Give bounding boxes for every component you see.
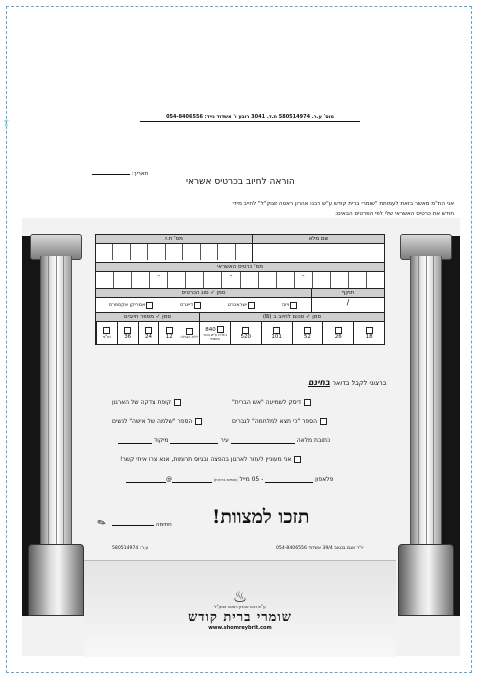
header-address: מוס' ע.ר. 580514974 ת.ד. 3041 רובע ו' אשדוד נייד: 054-8406556 <box>140 114 360 122</box>
email-user-input[interactable] <box>126 482 166 483</box>
signature-row <box>95 516 172 531</box>
at-sign: @ <box>166 476 172 483</box>
gift-disc-option[interactable]: דיסק לשמיעה "אש הברית" <box>232 399 312 406</box>
logo-url: www.shomreybrit.com <box>208 625 272 631</box>
intro-text <box>26 199 454 219</box>
pillar-left-image <box>26 222 84 618</box>
amount-option-26[interactable]: 26 <box>322 322 353 344</box>
full-name-input[interactable] <box>252 244 384 262</box>
card-type-diners[interactable]: דיינרס <box>180 302 202 309</box>
card-type-isracard[interactable]: ישראכרט <box>228 302 257 309</box>
gift-book-men-option[interactable]: הספר "כי תצא למלחמה" לגברים <box>232 418 328 425</box>
free-gifts-title: ברצוני לקבל בדואר בחינם <box>308 378 387 387</box>
charges-option-24[interactable]: 24 <box>138 322 159 344</box>
slogan: תזכו למצוות! <box>212 506 310 528</box>
card-number-label: מס' כרטיס האשראי <box>217 264 263 270</box>
intro-line-1: אני הח"מ מאשר בזאת לעמותת "שומרי ברית קודש ע"ש רבנו אהרון ראטה זצוק"ל" לחייב מידי <box>232 201 454 207</box>
address-label: כתובת מלאה <box>296 437 331 444</box>
charges-option-12[interactable]: 12 <box>158 322 179 344</box>
city-input[interactable] <box>170 443 218 444</box>
email-domain-input[interactable] <box>172 482 212 483</box>
amount-option-52[interactable]: 52 <box>292 322 323 344</box>
address-input[interactable] <box>231 443 295 444</box>
charges-option-unlimited[interactable]: ללא הגבלה <box>179 322 199 344</box>
volunteer-option[interactable]: אני מעוניין לעזור לארגון בהפצה ובגיוס תרומות, אנא צרו איתי קשר! <box>120 456 302 463</box>
logo-tagline: ע"ש רבנו אהרון ראטה זצוק"ל <box>214 604 266 609</box>
scissors-icon: ✂ <box>0 119 10 127</box>
document-title: הוראה לחיוב בכרטיס אשראי <box>186 177 295 187</box>
full-name-label: שם מלא <box>252 235 384 243</box>
charges-option-holder[interactable]: חו"פ <box>96 322 117 344</box>
amount-group <box>199 313 384 344</box>
credit-card-form <box>95 234 385 345</box>
flame-icon: ♨ <box>232 587 248 606</box>
charges-group <box>96 313 199 344</box>
footer-address: יו"ר אגם בנטוב 39/4 אשדוד 054-8406556 <box>276 546 364 551</box>
pillar-right-image <box>396 222 454 618</box>
phone-input[interactable] <box>265 482 313 483</box>
organization-logo <box>172 587 308 634</box>
id-number-input[interactable] <box>96 244 252 262</box>
date-label: תאריך <box>133 171 149 177</box>
validity-group <box>311 289 384 312</box>
email-label: מייל <box>239 476 250 483</box>
intro-line-2: חודש את כרטיס האשראי שלי לפי הפרטים הבאים: <box>335 211 454 217</box>
signature-input[interactable] <box>112 525 154 526</box>
date-line[interactable] <box>92 174 130 175</box>
amount-option-101[interactable]: 101 <box>261 322 292 344</box>
phone-prefix: 05 <box>251 476 260 483</box>
zip-label: מיקוד <box>153 437 169 444</box>
charges-label: סמן ✓ מספר חיובים <box>96 313 199 322</box>
footer-registration: ע.ר: 580514974 <box>112 546 149 551</box>
card-number-input[interactable]: - - - <box>96 272 384 288</box>
gift-box-option[interactable]: קופת צדקה של הארגון <box>112 399 182 406</box>
city-label: עיר <box>220 437 229 444</box>
amount-option-520[interactable]: 520 <box>230 322 261 344</box>
signature-label: חתימה <box>155 522 172 528</box>
card-type-group <box>96 289 311 312</box>
amount-option-840[interactable]: 840 ג'מ"ח ע"ש בכור השמיני <box>202 326 227 341</box>
card-type-visa[interactable]: ויזה <box>282 302 298 309</box>
card-type-amex[interactable]: אמריקן אקספרס <box>109 302 155 309</box>
card-type-label: סמן ✓ סוג הכרטיס <box>96 289 311 298</box>
id-number-label: מס' ת.ז <box>165 236 183 242</box>
validity-label: תוקף <box>312 289 384 298</box>
validity-input[interactable]: / <box>312 298 384 312</box>
email-note: (אותיות ברורות) <box>213 478 238 482</box>
zip-input[interactable] <box>118 443 152 444</box>
pen-icon: ✎ <box>95 516 109 531</box>
logo-name: שומרי ברית קודש <box>188 610 292 625</box>
charges-option-36[interactable]: 36 <box>117 322 138 344</box>
amount-label: סמן ✓ סכום לחיוב ב (₪) <box>200 313 384 322</box>
address-row <box>118 437 330 444</box>
gift-book-women-option[interactable]: הספר "שלמה של אישה" לנשים <box>112 418 203 425</box>
amount-option-18[interactable]: 18 <box>353 322 384 344</box>
phone-label: פלאפון <box>315 476 334 483</box>
contact-row: פלאפון - 05 מייל (אותיות ברורות) @ <box>126 476 333 483</box>
date-field[interactable]: תאריך: <box>92 171 148 177</box>
